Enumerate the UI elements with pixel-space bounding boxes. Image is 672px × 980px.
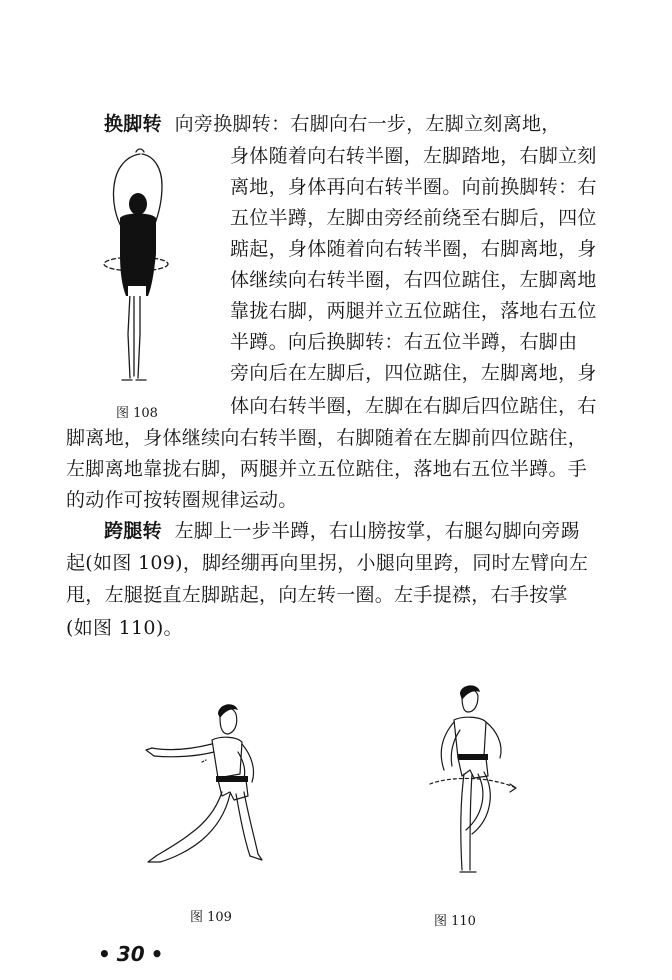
figure-109-illustration	[140, 700, 290, 880]
paragraph-1-line-12: 左脚离地靠拢右脚，两腿并立五位踮住，落地右五位半蹲。手	[66, 458, 588, 480]
paragraph-1-line-1	[104, 112, 561, 136]
paragraph-1-line-6: 体继续向右转半圈，右四位踮住，左脚离地	[230, 269, 597, 291]
figure-110-caption: 图 110	[434, 914, 476, 929]
paragraph-1-line-13: 的动作可按转圈规律运动。	[66, 489, 298, 511]
paragraph-2-line-1	[104, 519, 580, 543]
paragraph-1-line-1-text: 向旁换脚转：右脚向右一步，左脚立刻离地，	[174, 113, 561, 135]
paragraph-1-line-3: 离地，身体再向右转半圈。向前换脚转：右	[230, 176, 597, 198]
paragraph-1-line-8: 半蹲。向后换脚转：右五位半蹲，右脚由	[230, 331, 578, 353]
paragraph-2-line-2: 起(如图 109)，脚经绷再向里拐，小腿向里跨，同时左臂向左	[66, 552, 589, 574]
paragraph-2-line-4: (如图 110)。	[66, 617, 183, 639]
figure-109-caption: 图 109	[190, 910, 232, 925]
paragraph-2-line-3: 甩，左腿挺直左脚踮起，向左转一圈。左手提襟，右手按掌	[66, 584, 568, 606]
paragraph-1-line-5: 踮起，身体随着向右转半圈，右脚离地，身	[230, 238, 597, 260]
paragraph-1-line-9: 旁向后在左脚后，四位踮住，左脚离地，身	[230, 362, 597, 384]
page-number-dot-left: •	[98, 942, 111, 966]
figure-108-caption: 图 108	[116, 406, 158, 421]
paragraph-1-line-2: 身体随着向右转半圈，左脚踏地，右脚立刻	[230, 145, 597, 167]
page-number-dot-right: •	[150, 942, 164, 966]
paragraph-2-line-1-text: 左脚上一步半蹲，右山膀按掌，右腿勾脚向旁踢	[174, 520, 580, 542]
side-kick-dancer-drawing	[140, 700, 290, 880]
turning-dancer-drawing	[420, 684, 530, 884]
paragraph-1-line-10: 体向右转半圈，左脚在右脚后四位踮住，右	[230, 395, 597, 417]
paragraph-1-line-7: 靠拢右脚，两腿并立五位踮住，落地右五位	[230, 300, 597, 322]
paragraph-1-line-4: 五位半蹲，左脚由旁经前绕至右脚后，四位	[230, 207, 597, 229]
term-kuatui-zhuan: 跨腿转	[104, 520, 162, 542]
page-number	[92, 942, 169, 966]
page-number-value: 30	[116, 942, 145, 966]
paragraph-1-line-11: 脚离地，身体继续向右转半圈，右脚随着在左脚前四位踮住，	[66, 427, 588, 449]
term-huanjiao-zhuan: 换脚转	[104, 113, 162, 135]
figure-108-illustration	[96, 146, 180, 386]
ballerina-turn-drawing	[96, 146, 180, 386]
figure-110-illustration	[420, 684, 530, 884]
